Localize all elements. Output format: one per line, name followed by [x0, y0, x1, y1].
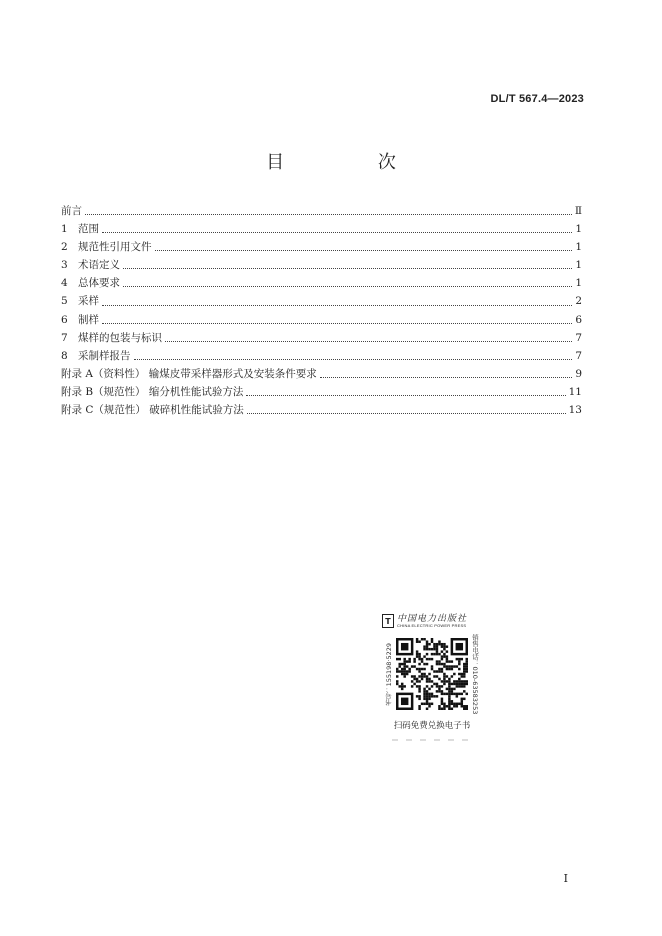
toc-entry[interactable] — [61, 366, 582, 384]
toc-entry-page: 7 — [575, 331, 582, 344]
toc-entry-label: 规范性引用文件 — [78, 241, 152, 254]
toc-entry-number: 3 — [61, 259, 68, 272]
toc-entry-number: 6 — [61, 313, 68, 326]
toc-entry-label: 采制样报告 — [78, 349, 131, 362]
toc-entry-label: 煤样的包装与标识 — [78, 331, 162, 344]
faint-scan-artifact — [392, 739, 472, 741]
publisher-logo-icon: T — [382, 614, 394, 628]
toc-entry-page: 1 — [575, 277, 582, 290]
toc-entry[interactable] — [61, 275, 582, 293]
toc-entry-page: 9 — [575, 367, 582, 380]
toc-dot-leader — [123, 267, 572, 269]
publisher-banner — [382, 612, 482, 630]
toc-dot-leader — [102, 231, 572, 233]
toc-entry-page: 1 — [575, 259, 582, 272]
toc-entry-label: 附录 A（资料性） 输煤皮带采样器形式及安装条件要求 — [61, 367, 317, 380]
toc-entry-number: 5 — [61, 295, 68, 308]
toc-entry-number: 7 — [61, 331, 68, 344]
toc-entry[interactable] — [61, 257, 582, 275]
toc-entry-number: 8 — [61, 349, 68, 362]
toc-entry[interactable] — [61, 402, 582, 420]
toc-dot-leader — [155, 249, 573, 251]
toc-entry[interactable] — [61, 221, 582, 239]
toc-entry-label: 前言 — [61, 205, 82, 217]
toc-dot-leader — [165, 340, 572, 342]
toc-entry[interactable] — [61, 203, 582, 221]
toc-entry-label: 采样 — [78, 295, 99, 308]
toc-entry-page: 6 — [575, 313, 582, 326]
publisher-name-en: CHINA ELECTRIC POWER PRESS — [397, 622, 467, 628]
qr-code-block — [382, 612, 482, 741]
toc-dot-leader — [123, 285, 572, 287]
toc-dot-leader — [102, 304, 572, 306]
toc-entry-page: 7 — [575, 349, 582, 362]
toc-dot-leader — [320, 376, 573, 378]
toc-dot-leader — [102, 322, 572, 324]
toc-entry[interactable] — [61, 312, 582, 330]
toc-entry-label: 术语定义 — [78, 259, 120, 272]
toc-entry[interactable] — [61, 239, 582, 257]
page-title: 目 次 — [266, 152, 440, 173]
toc-entry-label: 范围 — [78, 223, 99, 236]
qr-code-icon[interactable] — [396, 638, 468, 710]
toc-entry-label: 总体要求 — [78, 277, 120, 290]
toc-dot-leader — [134, 358, 573, 360]
toc-entry-page: 13 — [568, 404, 582, 417]
toc-entry-label: 附录 C（规范性） 破碎机性能试验方法 — [61, 404, 244, 417]
toc-entry[interactable] — [61, 348, 582, 366]
publisher-name: 中国电力出版社 — [397, 613, 468, 624]
toc-entry[interactable] — [61, 330, 582, 348]
toc-entry[interactable] — [61, 293, 582, 311]
toc-entry-number: 2 — [61, 241, 68, 254]
toc-entry-page: Ⅱ — [574, 205, 582, 217]
toc-dot-leader — [246, 394, 565, 396]
qr-caption: 扫码免费兑换电子书 — [393, 721, 471, 732]
toc-entry-label: 制样 — [78, 313, 99, 326]
toc-entry-number: 1 — [61, 223, 68, 236]
page-number: I — [563, 872, 568, 885]
sales-phone-label: 销售电话：010-63583253 — [471, 634, 479, 715]
toc-entry[interactable] — [61, 384, 582, 402]
toc-entry-page: 1 — [575, 241, 582, 254]
toc-entry-page: 2 — [575, 295, 582, 308]
document-code: DL/T 567.4—2023 — [490, 93, 584, 105]
toc-entry-page: 1 — [575, 223, 582, 236]
toc-entry-label: 附录 B（规范性） 缩分机性能试验方法 — [61, 385, 244, 398]
toc-dot-leader — [247, 412, 566, 414]
book-number-label: 书号：155198·5229 — [385, 642, 393, 706]
table-of-contents — [61, 203, 582, 420]
toc-entry-number: 4 — [61, 277, 68, 290]
toc-dot-leader — [85, 213, 572, 215]
toc-entry-page: 11 — [568, 385, 582, 398]
